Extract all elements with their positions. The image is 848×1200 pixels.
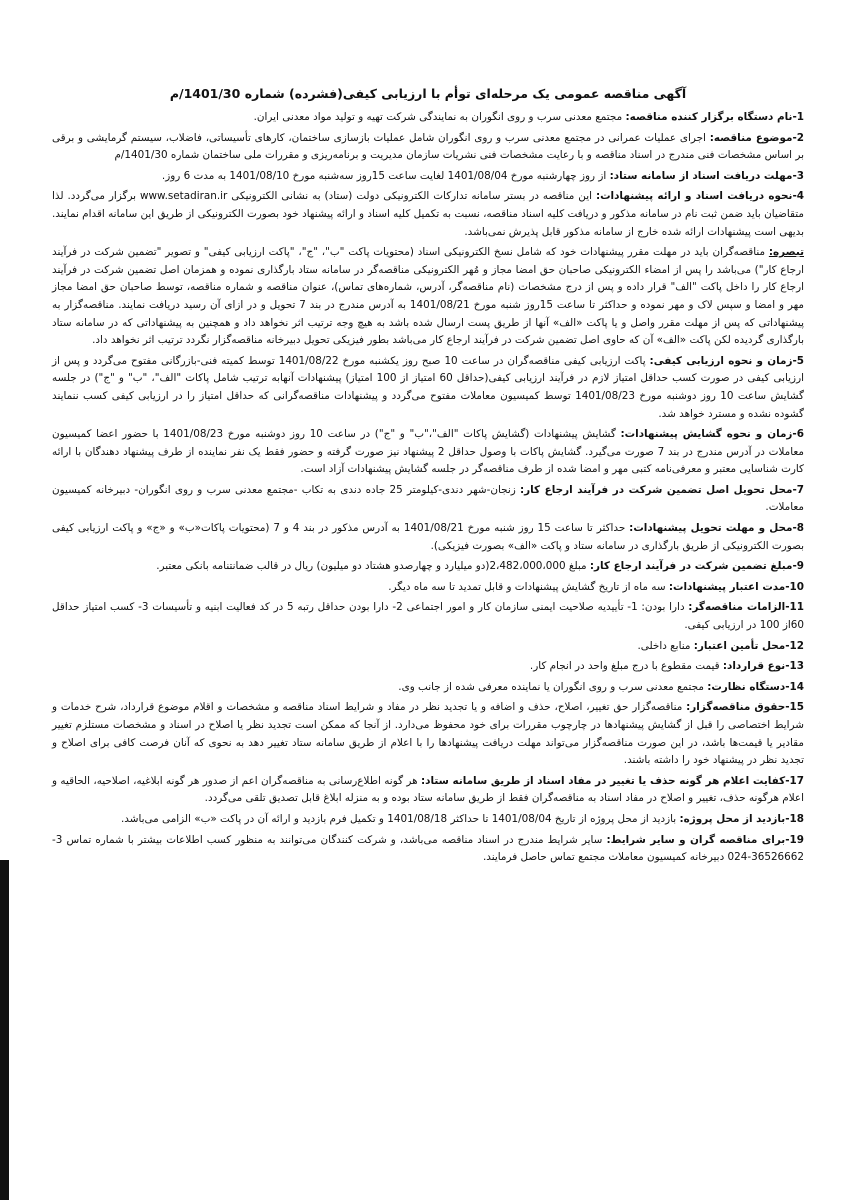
- clause-heading: بازدید از محل پروژه:: [679, 812, 786, 825]
- clause-heading: دستگاه نظارت:: [707, 680, 786, 693]
- clause-item: [52, 658, 804, 676]
- clause-body: هر گونه اطلاع‌رسانی به مناقصه‌گران اعم از صدور هر گونه ابلاغیه، اصلاحیه، الحاقیه و اعلام هرگونه حذف، تغییر و اصلاح در مفاد اسناد به مناقصه‌گران فقط از طریق سامانه ستاد بوده و به منزله ابلاغ قابل تصدیق تلقی می‌گردد.: [52, 774, 804, 805]
- clause-number: 13-: [785, 660, 804, 673]
- clause-heading: محل تحویل اصل تضمین شرکت در فرآیند ارجاع کار:: [520, 483, 793, 496]
- clause-body: از روز چهارشنبه مورخ 1401/08/04 لغایت ساعت 15روز سه‌شنبه مورخ 1401/08/10 به مدت 6 روز.: [161, 169, 610, 182]
- clause-number: 2-: [792, 131, 804, 144]
- clause-item: [52, 353, 804, 423]
- clause-body: این مناقصه در بستر سامانه تدارکات الکترونیکی دولت (ستاد) به نشانی الکترونیکی www.setadiran.ir برگزار می‌گردد. لذا متقاضیان باید ضمن ثبت نام در سامانه مذکور و دریافت کلیه اسناد مناقصه، نسبت به تکمیل کلیه اسناد و ارائه پیشنهاد خود بصورت الکترونیکی از طریق این سامانه اقدام نمایند. بدیهی است پیشنهادات ارائه شده خارج از سامانه مذکور قابل پذیرش نمی‌باشد.: [52, 190, 804, 238]
- clause-body: حداکثر تا ساعت 15 روز شنبه مورخ 1401/08/21 به آدرس مذکور در بند 4 و 7 (محتویات پاکات«ب» و «ج» و پاکت ارزیابی کیفی بصورت الکترونیکی از طریق بارگذاری در سامانه ستاد و پاکت «الف» بصورت فیزیکی).: [52, 522, 804, 552]
- clause-item: [52, 811, 804, 829]
- clause-heading: الزامات مناقصه‌گر:: [688, 601, 786, 614]
- clause-number: 9-: [792, 560, 804, 573]
- clause-item: [52, 482, 804, 517]
- clause-heading: موضوع مناقصه:: [709, 131, 793, 144]
- clause-item: [52, 558, 804, 576]
- clause-number: 17-: [785, 774, 804, 787]
- clause-item: [52, 832, 804, 867]
- clause-number: 8-: [792, 522, 804, 535]
- clause-note: [52, 244, 804, 350]
- clause-item: [52, 168, 804, 186]
- clause-heading: نوع قرارداد:: [722, 660, 786, 673]
- clause-number: 4-: [792, 190, 805, 203]
- clause-number: 7-: [792, 483, 804, 496]
- clause-item: [52, 188, 804, 241]
- clause-heading: محل تأمین اعتبار:: [693, 639, 786, 652]
- clause-item: [52, 520, 804, 555]
- clause-heading: کفایت اعلام هر گونه حذف یا تغییر در مفاد اسناد از طریق سامانه ستاد:: [420, 774, 786, 787]
- clause-body: قیمت مقطوع با درج مبلغ واحد در انجام کار.: [529, 660, 723, 673]
- clause-body: گشایش پیشنهادات (گشایش پاکات "الف"،"ب" و "ج") در ساعت 10 روز دوشنبه مورخ 1401/08/23 با حضور اعضا کمیسیون معاملات در آدرس مندرج در بند 7 صورت می‌گیرد. گشایش پاکات با وصول حداقل 2 پیشنهاد نیز صورت گرفته و حضور فقط یک نفر نماینده از طرف پیشنهاد دهندگان با ارائه کارت شناسایی معتبر و معرفی‌نامه کتبی مهر و امضا شده از طرف مناقصه‌گر در جلسه گشایش پیشنهادات آزاد است.: [52, 428, 804, 476]
- clause-body: سایر شرایط مندرج در اسناد مناقصه می‌باشد، و شرکت کنندگان می‌توانند به منظور کسب اطلاعات بیشتر با شماره تماس 3-36526662-024 دبیرخانه کمیسیون معاملات مجتمع تماس حاصل فرمایند.: [52, 833, 804, 864]
- clause-heading: نحوه دریافت اسناد و ارائه پیشنهادات:: [595, 190, 793, 203]
- clause-number: 5-: [792, 354, 804, 367]
- notice-items: [52, 109, 804, 867]
- clause-heading: برای مناقصه گران و سایر شرایط:: [606, 833, 786, 846]
- clause-heading: مدت اعتبار پیشنهادات:: [668, 580, 786, 593]
- clause-item: [52, 773, 804, 808]
- clause-heading: تبصره:: [768, 246, 804, 259]
- clause-number: 14-: [785, 680, 804, 693]
- clause-heading: محل و مهلت تحویل پیشنهادات:: [629, 522, 793, 535]
- clause-heading: حقوق مناقصه‌گزار:: [686, 701, 786, 714]
- clause-number: 6-: [792, 428, 804, 441]
- clause-body: بازدید از محل پروژه از تاریخ 1401/08/04 تا حداکثر 1401/08/18 و تکمیل فرم بازدید و ارائه آن در پاکت «ب» الزامی می‌باشد.: [120, 812, 680, 825]
- clause-heading: مهلت دریافت اسناد از سامانه ستاد:: [609, 169, 793, 182]
- clause-item: [52, 426, 804, 479]
- clause-number: 12-: [785, 639, 804, 652]
- clause-body: مبلغ 2،482،000،000(دو میلیارد و چهارصدو هشتاد دو میلیون) ریال در قالب ضمانتنامه بانکی معتبر.: [156, 560, 590, 573]
- clause-body: مجتمع معدنی سرب و روی انگوران یا نماینده معرفی شده از جانب وی.: [398, 680, 708, 693]
- clause-heading: نام دستگاه برگزار کننده مناقصه:: [625, 111, 793, 123]
- clause-heading: زمان و نحوه گشایش پیشنهادات:: [620, 428, 793, 441]
- clause-body: پاکت ارزیابی کیفی مناقصه‌گران در ساعت 10 صبح روز یکشنبه مورخ 1401/08/22 توسط کمیته فنی-بازرگانی مفتوح می‌گردد و پس از ارزیابی کیفی در صورت کسب حداقل امتیاز لازم در فرآیند ارزیابی کیفی(حداقل 60 امتیاز از 100 امتیاز) پیشنهادات آنهابه ترتیب شامل پاکات "الف"، "ب" و "ج") در جلسه گشایش ساعت 10 روز دوشنبه مورخ 1401/08/23 توسط کمیسیون معاملات مفتوح می‌گردد و پیشنهادات مناقصه‌گرانی که حداقل امتیاز را در ارزیابی کیفی کسب ننمایند گشوده نشده و مسترد خواهد شد.: [52, 354, 804, 420]
- clause-number: 11-: [785, 601, 804, 614]
- notice-title: آگهی مناقصه عمومی یک مرحله‌ای توأم با ارزیابی کیفی(فشرده) شماره 1401/30/م: [169, 86, 687, 101]
- clause-body: مناقصه‌گزار حق تغییر، اصلاح، حذف و اضافه و یا تجدید نظر در مفاد و شرایط اسناد مناقصه و مشخصات و اقلام موضوع قرارداد، شرح خدمات و شرایط اختصاصی را قبل از گشایش پیشنهادها در چارچوب مقررات برای خود محفوظ می‌دارد. از آنجا که ممکن است تجدید نظر یا اصلاح در اسناد و مشخصات مستلزم تغییر مقادیر یا قیمت‌ها باشد، در این صورت مناقصه‌گزار می‌تواند مهلت دریافت پیشنهادها را با اعلام از طریق سامانه ستاد تغییر دهد به نحوی که آنان فرصت کافی برای اصلاح و تجدید نظر در پیشنهاد خود را داشته باشند.: [52, 701, 804, 767]
- clause-heading: زمان و نحوه ارزیابی کیفی:: [649, 354, 793, 367]
- tender-notice-document: [52, 86, 804, 870]
- clause-item: [52, 699, 804, 769]
- clause-body: سه ماه از تاریخ گشایش پیشنهادات و قابل تمدید تا سه ماه دیگر.: [388, 580, 669, 593]
- clause-item: [52, 130, 804, 165]
- scan-edge-shadow: [0, 860, 9, 1200]
- clause-number: 19-: [785, 833, 804, 846]
- clause-item: [52, 579, 804, 597]
- clause-heading: مبلغ تضمین شرکت در فرآیند ارجاع کار:: [589, 560, 793, 573]
- clause-body: اجرای عملیات عمرانی در مجتمع معدنی سرب و روی انگوران شامل عملیات بازسازی ساختمان، کارهای تأسیساتی، فاضلاب، سیستم گرمایشی و برقی بر اساس مشخصات فنی مندرج در اسناد مناقصه و با رعایت مشخصات فنی نشریات سازمان مدیریت و برنامه‌ریزی و مقررات ملی ساختمان شماره 1401/30/م: [52, 131, 804, 162]
- clause-item: [52, 638, 804, 656]
- clause-body: مجتمع معدنی سرب و روی انگوران به نمایندگی شرکت تهیه و تولید مواد معدنی ایران.: [253, 111, 626, 123]
- clause-item: [52, 599, 804, 634]
- clause-number: 1-: [792, 111, 804, 123]
- clause-number: 15-: [785, 701, 805, 714]
- clause-body: زنجان-شهر دندی-کیلومتر 25 جاده دندی به تکاب -مجتمع معدنی سرب و روی انگوران- دبیرخانه کمیسیون معاملات.: [52, 483, 804, 514]
- clause-body: دارا بودن: 1- تأییدیه صلاحیت ایمنی سازمان کار و امور اجتماعی 2- دارا بودن حداقل رتبه 5 در کد فعالیت ابنیه و تأسیسات 3- کسب امتیاز حداقل 60از 100 در ارزیابی کیفی.: [52, 601, 804, 632]
- clause-number: 18-: [785, 812, 804, 825]
- clause-item: [52, 679, 804, 697]
- clause-body: مناقصه‌گران باید در مهلت مقرر پیشنهادات خود که شامل نسخ الکترونیکی اسناد (محتویات پاکت "ب"، "ج"، "پاکت ارزیابی کیفی" و تصویر "تضمین شرکت در فرآیند ارجاع کار") می‌باشد را پس از امضاء الکترونیکی صاحبان حق امضا مجاز و مُهر الکترونیکی مناقصه‌گر در سامانه ستاد بارگذاری نموده و همزمان اصل تضمین شرکت در فرآیند ارجاع کار را داخل پاکت "الف" قرار داده و پس از درج مشخصات (نام مناقصه‌گر، آدرس، شماره‌های تماس)، عنوان مناقصه و شماره مناقصه، توسط صاحبان حق امضا مجاز مهر و امضا و سپس لاک و مهر نموده و حداکثر تا ساعت 15روز شنبه مورخ 1401/08/21 به آدرس مندرج در بند 7 تحویل و در ازای آن رسید دریافت نمایند. مناقصه‌گزار به پیشنهاداتی که پس از مهلت مقرر واصل و یا پاکت «الف» آنها از طریق پست ارسال شده باشد به هیچ وجه ترتیب اثر نخواهد داد و همچنین به پیشنهاداتی که در سامانه ستاد بارگذاری گردیده لکن پاکت «الف» آن که حاوی اصل تضمین شرکت در فرآیند ارجاع کار می‌باشد بطور فیزیکی تحویل دبیرخانه مناقصه‌گزار نگردد ترتیب اثر نخواهد داد.: [52, 246, 804, 347]
- clause-body: منابع داخلی.: [637, 639, 694, 652]
- clause-item: [52, 109, 804, 127]
- clause-number: 3-: [792, 169, 804, 182]
- clause-number: 10-: [785, 580, 804, 593]
